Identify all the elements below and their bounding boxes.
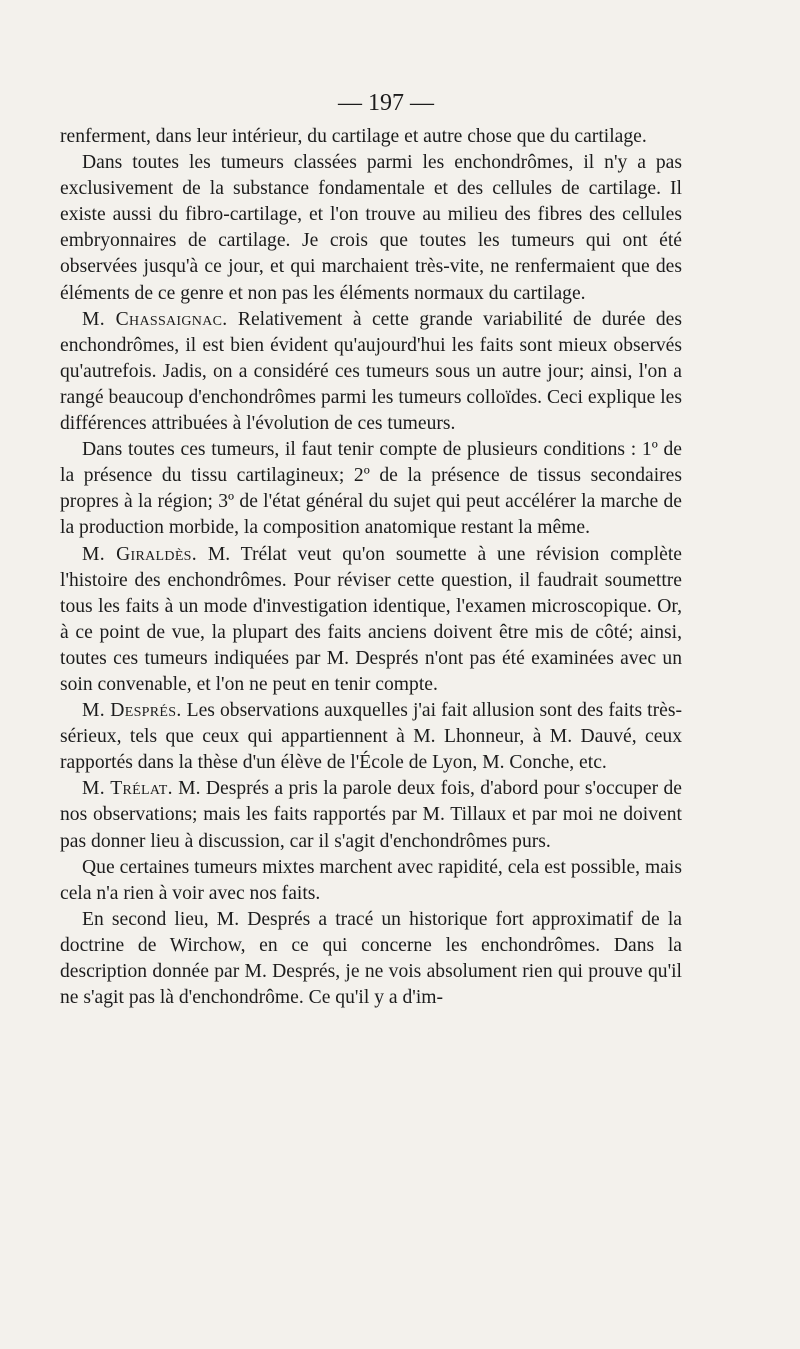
speaker-paragraph-giraldes [60, 542, 682, 699]
paragraph [60, 907, 682, 1011]
speaker-name: M. Trélat. [82, 778, 173, 800]
page-number: — 197 — [338, 90, 434, 116]
speaker-name: M. Chassaignac. [82, 308, 228, 330]
paragraph-text: Que certaines tumeurs mixtes marchent avec rapidité, cela est possible, mais cela n'a rien à voir avec nos faits. [60, 856, 682, 904]
speaker-paragraph-trelat [60, 776, 682, 854]
speaker-name: M. Després. [82, 700, 182, 722]
speaker-paragraph-despres [60, 698, 682, 776]
paragraph-text: En second lieu, M. Després a tracé un historique fort approximatif de la doctrine de Wirchow, en ce qui concerne les enchondrômes. Dans la description donnée par M. Després, je ne vois absolument rien qui prouve qu'il ne s'agit pas là d'enchondrôme. Ce qu'il y a d'im- [60, 908, 682, 1009]
paragraph [60, 437, 682, 541]
paragraph-text: M. Trélat veut qu'on soumette à une révision complète l'histoire des enchondrômes. Pour réviser cette question, il faudrait soumettre tous les faits à un mode d'investigation identique, l'examen microscopique. Or, à ce point de vue, la plupart des faits anciens doivent être mis de côté; ainsi, toutes ces tumeurs indiquées par M. Després n'ont pas été examinées avec un soin convenable, et l'on ne peut en tenir compte. [60, 543, 682, 695]
paragraph [60, 855, 682, 907]
paragraph-text: Dans toutes les tumeurs classées parmi les enchondrômes, il n'y a pas exclusivement de la substance fondamentale et des cellules de cartilage. Il existe aussi du fibro-cartilage, et l'on trouve au milieu des fibres des cellules embryonnaires de cartilage. Je crois que toutes les tumeurs qui ont été observées jusqu'à ce jour, et qui marchaient très-vite, ne renfermaient que des éléments de ce genre et non pas les éléments normaux du cartilage. [60, 152, 682, 304]
paragraph-text: Les observations auxquelles j'ai fait allusion sont des faits très-sérieux, tels que ceux qui appartiennent à M. Lhonneur, à M. Dauvé, ceux rapportés dans la thèse d'un élève de l'École de Lyon, M. Conche, etc. [60, 700, 682, 774]
paragraph [60, 150, 682, 307]
speaker-paragraph-chassaignac [60, 307, 682, 437]
paragraph-continuation [60, 124, 682, 150]
speaker-name: M. Giraldès. [82, 543, 197, 565]
paragraph-text: Dans toutes ces tumeurs, il faut tenir compte de plusieurs conditions : 1º de la présence du tissu cartilagineux; 2º de la présence de tissus secondaires propres à la région; 3º de l'état général du sujet qui peut accélérer la marche de la production morbide, la composition anatomique restant la même. [60, 439, 682, 539]
paragraph-text: renferment, dans leur intérieur, du cartilage et autre chose que du cartilage. [60, 126, 647, 147]
paragraph-text: Relativement à cette grande variabilité de durée des enchondrômes, il est bien évident qu'aujourd'hui les faits sont mieux observés qu'autrefois. Jadis, on a considéré ces tumeurs sous un autre jour; ainsi, l'on a rangé beaucoup d'enchondrômes parmi les tumeurs colloïdes. Ceci explique les différences attribuées à l'évolution de ces tumeurs. [60, 308, 683, 435]
paragraph-text: M. Després a pris la parole deux fois, d'abord pour s'occuper de nos observations; mais les faits rapportés par M. Tillaux et par moi ne doivent pas donner lieu à discussion, car il s'agit d'enchondrômes purs. [60, 778, 682, 852]
